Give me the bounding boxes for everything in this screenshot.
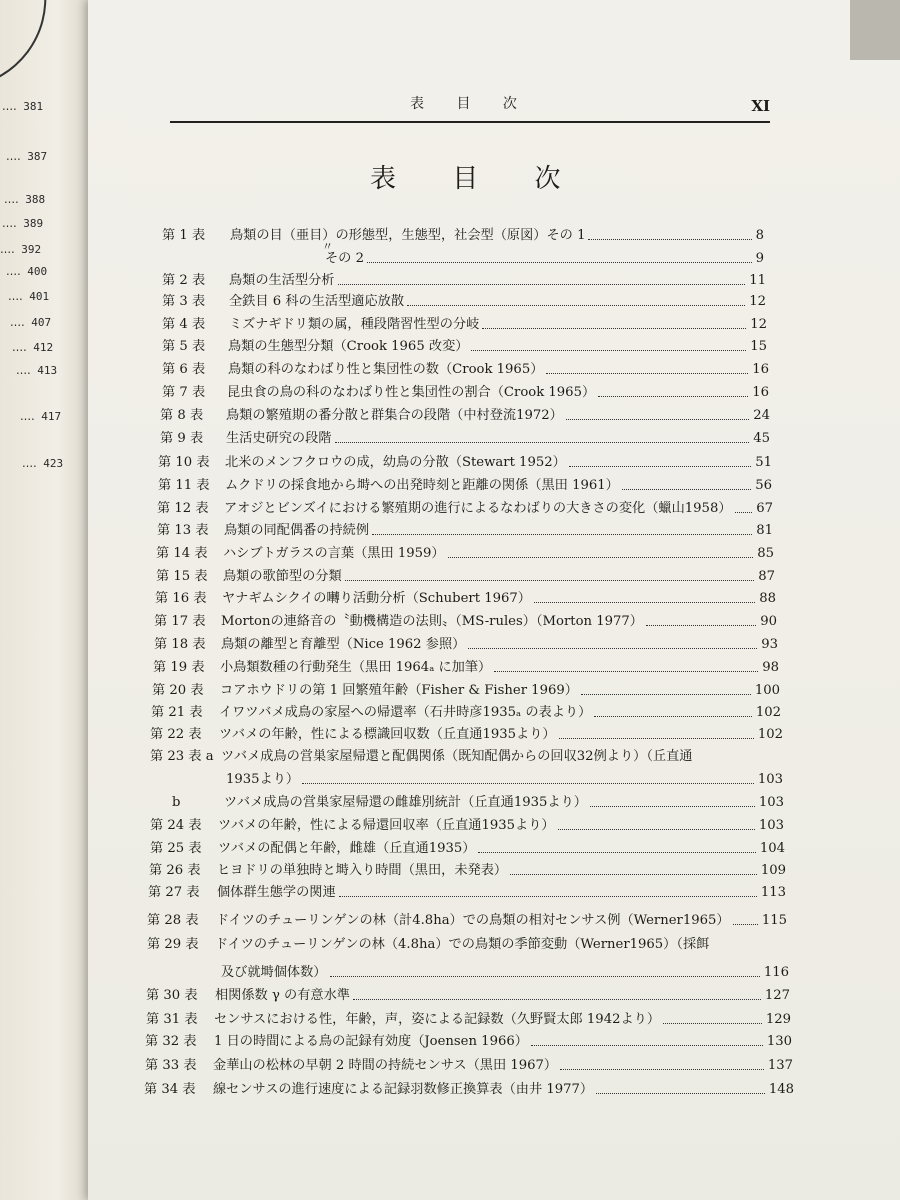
dot-leader	[367, 262, 752, 263]
page-ref: 85	[757, 546, 774, 561]
table-title: その 2	[325, 251, 364, 266]
page-ref: 127	[764, 988, 790, 1003]
toc-row	[0, 746, 900, 768]
table-title: 生活史研究の段階	[226, 431, 332, 446]
page-ref: 45	[753, 431, 770, 446]
table-title: 鳥類の離型と育離型（Nice 1962 参照）	[221, 637, 466, 652]
toc-row	[0, 382, 900, 404]
toc-row	[0, 270, 900, 292]
dot-leader	[588, 239, 751, 240]
table-number: 第 32 表	[145, 1034, 197, 1049]
dot-leader	[534, 602, 755, 603]
dot-leader	[494, 671, 758, 672]
table-title: ドイツのチューリンゲンの林（計4.8ha）での鳥類の相対センサス例（Werner1965）	[216, 913, 730, 928]
table-number: 第 22 表	[150, 727, 202, 742]
table-number: 第 14 表	[156, 546, 208, 561]
table-title: ムクドリの採食地から塒への出発時刻と距離の関係（黒田 1961）	[225, 478, 619, 493]
page-ref: 116	[763, 965, 789, 980]
dot-leader	[482, 328, 746, 329]
table-title: Mortonの連絡音の〝動機構造の法則〟（MS-rules）（Morton 1977）	[221, 614, 643, 629]
table-title: コアホウドリの第 1 回繁殖年齢（Fisher & Fisher 1969）	[220, 683, 578, 698]
dot-leader	[596, 1093, 765, 1094]
table-title: ツバメ成鳥の営巣家屋帰還の雌雄別統計（丘直通1935より）	[224, 795, 587, 810]
toc-row	[0, 498, 900, 520]
toc-row	[0, 1031, 900, 1053]
table-number: 第 28 表	[147, 913, 199, 928]
toc-row	[0, 815, 900, 837]
dot-leader	[510, 874, 757, 875]
page-ref: 113	[760, 885, 786, 900]
table-title: 北米のメンフクロウの成，幼鳥の分散（Stewart 1952）	[225, 455, 566, 470]
toc-row	[0, 860, 900, 882]
dot-leader	[338, 284, 746, 285]
table-title: イワツバメ成鳥の家屋への帰還率（石井時彦1935ₐ の表より）	[219, 705, 592, 720]
page-ref: 103	[758, 795, 784, 810]
dot-leader	[546, 373, 748, 374]
toc-row	[0, 588, 900, 610]
header-rule	[170, 121, 770, 123]
table-number: 第 5 表	[162, 339, 206, 354]
table-title: ドイツのチューリンゲンの林（4.8ha）での鳥類の季節変動（Werner1965）（採餌	[215, 937, 710, 952]
toc-row	[0, 611, 900, 633]
left-page-number: ‥‥ 413	[16, 364, 58, 377]
toc-row	[0, 634, 900, 656]
table-title: ツバメの年齢，性による標識回収数（丘直通1935より）	[219, 727, 556, 742]
toc-row	[0, 838, 900, 860]
page-ref: 148	[768, 1082, 794, 1097]
page-ref: 51	[755, 455, 772, 470]
page-ref: 98	[762, 660, 779, 675]
page-ref: 102	[755, 705, 781, 720]
toc-row	[0, 792, 900, 814]
toc-row	[0, 910, 900, 932]
toc-row	[0, 1079, 900, 1101]
table-title: 鳥類の生活型分析	[229, 273, 335, 288]
page-ref: 24	[753, 408, 770, 423]
dot-leader	[407, 305, 745, 306]
toc-row	[0, 1055, 900, 1077]
table-title: 金華山の松林の早朝 2 時間の持続センサス（黒田 1967）	[213, 1058, 558, 1073]
table-number: 第 25 表	[150, 841, 202, 856]
table-number: 第 34 表	[144, 1082, 196, 1097]
toc-row	[0, 314, 900, 336]
toc-row	[0, 680, 900, 702]
dot-leader	[559, 738, 754, 739]
table-number: 第 27 表	[148, 885, 200, 900]
table-number: 第 26 表	[149, 863, 201, 878]
page-ref: 8	[755, 228, 764, 243]
table-number: 第 31 表	[146, 1012, 198, 1027]
page-ref: 137	[767, 1058, 793, 1073]
dot-leader	[622, 489, 751, 490]
toc-row	[0, 428, 900, 450]
table-number: 第 7 表	[162, 385, 206, 400]
table-title: 鳥類の科のなわばり性と集団性の数（Crook 1965）	[228, 362, 544, 377]
left-page-number: ‥‥ 412	[12, 341, 54, 354]
page-ref: 16	[752, 362, 769, 377]
running-head	[170, 93, 770, 123]
table-title: 1935より）	[226, 772, 300, 787]
table-number: 第 19 表	[153, 660, 205, 675]
page-title: 表 目 次	[370, 164, 585, 194]
table-title: ツバメ成鳥の営巣家屋帰還と配偶関係（既知配偶からの回収32例より）（丘直通	[221, 749, 693, 764]
dot-leader	[598, 396, 748, 397]
page-ref: 67	[756, 501, 773, 516]
page-ref: 9	[755, 251, 764, 266]
page-ref: 88	[759, 591, 776, 606]
dot-leader	[335, 442, 750, 443]
toc-row	[0, 962, 900, 984]
left-page-number: ‥‥ 392	[0, 243, 42, 256]
dot-leader	[581, 694, 751, 695]
table-number: 第 12 表	[157, 501, 209, 516]
dot-leader	[646, 625, 756, 626]
toc-row	[0, 934, 900, 956]
table-title: アオジとビンズイにおける繁殖期の進行によるなわばりの大きさの変化（蠟山1958）	[224, 501, 732, 516]
dot-leader	[590, 806, 755, 807]
table-number: 第 30 表	[146, 988, 198, 1003]
dot-leader	[448, 557, 754, 558]
page-ref: 87	[758, 569, 775, 584]
table-number: 第 21 表	[151, 705, 203, 720]
dot-leader	[735, 512, 753, 513]
left-page-number: ‥‥ 407	[10, 316, 52, 329]
page-ref: 56	[755, 478, 772, 493]
dot-leader	[353, 999, 761, 1000]
table-number: 第 15 表	[156, 569, 208, 584]
table-title: ツバメの年齢，性による帰還回収率（丘直通1935より）	[218, 818, 555, 833]
page-ref: 130	[766, 1034, 792, 1049]
page-ref: 115	[761, 913, 787, 928]
dot-leader	[663, 1023, 762, 1024]
dot-leader	[471, 350, 746, 351]
toc-row	[0, 248, 900, 270]
table-title: ヒヨドリの単独時と塒入り時間（黒田，未発表）	[217, 863, 508, 878]
table-number: b	[172, 795, 181, 810]
page-ref: 11	[749, 273, 766, 288]
dot-leader	[531, 1045, 763, 1046]
table-title: 小鳥類数種の行動発生（黒田 1964ₐ に加筆）	[220, 660, 492, 675]
left-page-number: ‥‥ 423	[22, 457, 64, 470]
toc-row	[0, 405, 900, 427]
toc-row	[0, 336, 900, 358]
dot-leader	[733, 924, 758, 925]
toc-row	[0, 520, 900, 542]
table-title: センサスにおける性，年齢，声，姿による記録数（久野賢太郎 1942より）	[214, 1012, 661, 1027]
page-ref: 129	[765, 1012, 791, 1027]
table-title: 相関係数 γ の有意水準	[215, 988, 350, 1003]
page-corner	[850, 0, 900, 60]
page-ref: 12	[749, 294, 766, 309]
toc-row	[0, 1009, 900, 1031]
dot-leader	[468, 648, 757, 649]
dot-leader	[566, 419, 749, 420]
table-title: 鳥類の同配偶番の持続例	[224, 523, 370, 538]
page-number: XI	[751, 97, 770, 115]
dot-leader	[372, 534, 752, 535]
table-number: 第 1 表	[162, 228, 206, 243]
table-title: ツバメの配偶と年齢，雌雄（丘直通1935）	[218, 841, 476, 856]
left-page-number: ‥‥ 400	[6, 265, 48, 278]
toc-row	[0, 359, 900, 381]
toc-row	[0, 769, 900, 791]
toc-row	[0, 566, 900, 588]
table-title: 及び就塒個体数）	[221, 965, 327, 980]
left-page-number: ‥‥ 401	[8, 290, 50, 303]
left-page-number: ‥‥ 417	[20, 410, 62, 423]
table-number: 第 9 表	[160, 431, 204, 446]
dot-leader	[560, 1069, 764, 1070]
toc-row	[0, 657, 900, 679]
table-number: 第 13 表	[157, 523, 209, 538]
dot-leader	[345, 580, 755, 581]
dot-leader	[569, 466, 751, 467]
table-title: 鳥類の生態型分類（Crook 1965 改変）	[228, 339, 469, 354]
left-page-number: ‥‥ 387	[6, 150, 48, 163]
toc-row	[0, 985, 900, 1007]
table-title: 鳥類の目（亜目）の形態型，生態型，社会型（原図）その 1	[230, 228, 586, 243]
table-number: 第 29 表	[147, 937, 199, 952]
dot-leader	[339, 896, 757, 897]
table-title: 鳥類の歌節型の分類	[223, 569, 342, 584]
page-ref: 104	[759, 841, 785, 856]
dot-leader	[478, 852, 755, 853]
left-page-curve	[0, 0, 58, 88]
ditto-mark: 〃	[322, 240, 333, 253]
table-number: 第 2 表	[162, 273, 206, 288]
table-number: 第 16 表	[155, 591, 207, 606]
table-number: 第 33 表	[145, 1058, 197, 1073]
table-number: 第 3 表	[162, 294, 206, 309]
page-ref: 90	[760, 614, 777, 629]
page-ref: 12	[750, 317, 767, 332]
dot-leader	[594, 716, 752, 717]
left-page-number: ‥‥ 388	[4, 193, 46, 206]
table-title: 鳥類の繁殖期の番分散と群集合の段階（中村登流1972）	[226, 408, 563, 423]
page-ref: 93	[761, 637, 778, 652]
page-ref: 103	[757, 772, 783, 787]
table-number: 第 8 表	[160, 408, 204, 423]
table-number: 第 17 表	[154, 614, 206, 629]
table-title: 個体群生態学の関連	[217, 885, 336, 900]
table-number: 第 20 表	[152, 683, 204, 698]
left-page-number: ‥‥ 381	[2, 100, 44, 113]
page-ref: 103	[758, 818, 784, 833]
toc-row	[0, 543, 900, 565]
page-ref: 102	[757, 727, 783, 742]
toc-row	[0, 475, 900, 497]
toc-row	[0, 724, 900, 746]
left-page-number: ‥‥ 389	[2, 217, 44, 230]
page-ref: 109	[760, 863, 786, 878]
table-number: 第 18 表	[154, 637, 206, 652]
table-title: ヤナギムシクイの囀り活動分析（Schubert 1967）	[222, 591, 531, 606]
toc-row	[0, 882, 900, 904]
page-ref: 16	[752, 385, 769, 400]
table-title: 線センサスの進行速度による記録羽数修正換算表（由井 1977）	[213, 1082, 594, 1097]
table-title: 昆虫食の鳥の科のなわばり性と集団性の割合（Crook 1965）	[227, 385, 596, 400]
table-title: ミズナギドリ類の属，種段階習性型の分岐	[229, 317, 480, 332]
table-title: ハシブトガラスの言葉（黒田 1959）	[223, 546, 445, 561]
table-number: 第 6 表	[162, 362, 206, 377]
table-title: 全鉄目 6 科の生活型適応放散	[229, 294, 405, 309]
toc-row	[0, 702, 900, 724]
toc-row	[0, 452, 900, 474]
table-number: 第 10 表	[158, 455, 210, 470]
toc-row	[0, 225, 900, 247]
dot-leader	[330, 976, 760, 977]
table-number: 第 4 表	[162, 317, 206, 332]
running-title: 表 目 次	[410, 96, 531, 112]
dot-leader	[558, 829, 755, 830]
dot-leader	[302, 783, 754, 784]
page-ref: 100	[754, 683, 780, 698]
page-ref: 15	[750, 339, 767, 354]
table-title: 1 日の時間による鳥の記録有効度（Joensen 1966）	[214, 1034, 528, 1049]
table-number: 第 23 表 a	[150, 749, 214, 764]
page-ref: 81	[756, 523, 773, 538]
table-number: 第 24 表	[150, 818, 202, 833]
toc-row	[0, 291, 900, 313]
table-number: 第 11 表	[158, 478, 210, 493]
